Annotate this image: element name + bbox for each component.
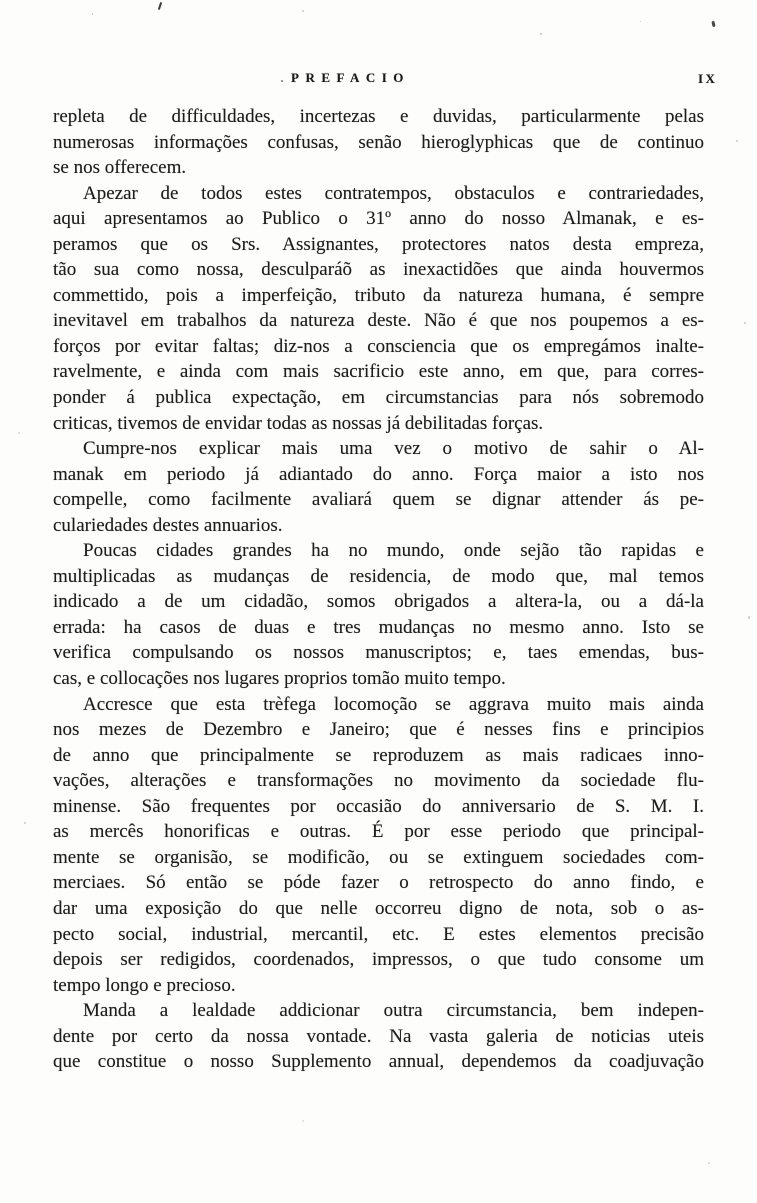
scan-speckle	[281, 80, 283, 82]
scan-speckle	[711, 21, 715, 27]
text-line: verifica compulsando os nossos manuscriptos; e, taes emendas, bus-	[53, 642, 704, 664]
text-line: peramos que os Srs. Assignantes, protectores natos desta empreza,	[53, 233, 704, 255]
text-line: que constitue o nosso Supplemento annual, dependemos da coadjuvação	[53, 1051, 704, 1073]
paragraph	[53, 538, 704, 691]
scan-speckle	[708, 1162, 710, 1164]
text-line: de anno que principalmente se reproduzem as mais radicaes inno-	[53, 744, 704, 766]
scan-speckle	[18, 432, 20, 434]
scan-speckle	[748, 616, 750, 619]
paragraph	[53, 998, 704, 1075]
scan-speckle	[92, 13, 93, 15]
text-line: Manda a lealdade addicionar outra circumstancia, bem indepen-	[83, 1000, 704, 1022]
text-line: Poucas cidades grandes ha no mundo, onde sejão tão rapidas e	[83, 540, 704, 562]
text-line: Cumpre-nos explicar mais uma vez o motivo de sahir o Al-	[83, 438, 704, 460]
text-line: as mercês honorificas e outras. É por esse periodo que principal-	[53, 821, 704, 843]
text-line: commettido, pois a imperfeição, tributo da natureza humana, é sempre	[53, 284, 704, 306]
text-line: aqui apresentamos ao Publico o 31º anno do nosso Almanak, e es-	[53, 208, 704, 230]
scan-speckle	[736, 140, 738, 142]
scan-speckle	[158, 2, 162, 10]
text-line: cas, e collocações nos lugares proprios tomão muito tempo.	[53, 668, 506, 690]
text-line: Apezar de todos estes contratempos, obstaculos e contrariedades,	[83, 182, 704, 204]
text-line: multiplicadas as mudanças de residencia, de modo que, mal temos	[53, 565, 704, 587]
scan-speckle	[640, 21, 641, 22]
text-line: Accresce que esta trèfega locomoção se aggrava muito mais ainda	[83, 693, 704, 715]
text-line: indicado a de um cidadão, somos obrigados a altera-la, ou a dá-la	[53, 591, 704, 613]
text-line: manak em periodo já adiantado do anno. Força maior a isto nos	[53, 463, 704, 485]
text-line: merciaes. Só então se póde fazer o retrospecto do anno findo, e	[53, 872, 704, 894]
text-line: dar uma exposição do que nelle occorreu digno de nota, sob o as-	[53, 897, 704, 919]
text-line: se nos offerecem.	[53, 157, 187, 179]
text-line: vações, alterações e transformações no movimento da sociedade flu-	[53, 770, 704, 792]
text-line: culariedades destes annuarios.	[53, 514, 283, 536]
body-text	[53, 104, 704, 1075]
scan-speckle	[302, 10, 304, 12]
text-line: ponder á publica expectação, em circumstancias para nós sobremodo	[53, 387, 704, 409]
scan-speckle	[302, 1120, 304, 1122]
text-line: mente se organisão, se modificão, ou se extinguem sociedades com-	[53, 846, 704, 868]
page-number: IX	[698, 71, 718, 86]
page-title: PREFACIO	[291, 70, 410, 85]
text-line: criticas, tivemos de envidar todas as nossas já debilitadas forças.	[53, 412, 544, 434]
text-line: inevitavel em trabalhos da natureza deste. Não é que nos poupemos a es-	[53, 310, 704, 332]
text-line: nos mezes de Dezembro e Janeiro; que é nesses fins e principios	[53, 719, 704, 741]
scan-speckle	[744, 322, 746, 324]
text-line: forços por evitar faltas; diz-nos a consciencia que os empregámos inalte-	[53, 335, 704, 357]
scan-speckle	[24, 822, 26, 824]
text-line: repleta de difficuldades, incertezas e duvidas, particularmente pelas	[53, 106, 704, 127]
text-line: depois ser redigidos, coordenados, impressos, o que tudo consome um	[53, 949, 704, 971]
paragraph	[53, 181, 704, 436]
text-line: ravelmente, e ainda com mais sacrificio este anno, em que, para corres-	[53, 361, 704, 383]
text-line: numerosas informações confusas, senão hieroglyphicas que de continuo	[53, 131, 704, 153]
paragraph	[53, 436, 704, 538]
text-line: tão sua como nossa, desculparáõ as inexactidões que ainda houvermos	[53, 259, 704, 281]
text-line: tempo longo e precioso.	[53, 974, 236, 996]
paragraph	[53, 104, 704, 181]
text-line: compelle, como facilmente avaliará quem se dignar attender ás pe-	[53, 489, 704, 511]
text-line: dente por certo da nossa vontade. Na vasta galeria de noticias uteis	[53, 1025, 704, 1047]
text-line: minense. São frequentes por occasião do anniversario de S. M. I.	[53, 795, 704, 817]
paragraph	[53, 692, 704, 999]
scan-speckle	[540, 33, 542, 35]
text-line: errada: ha casos de duas e tres mudanças no mesmo anno. Isto se	[53, 616, 704, 638]
text-line: pecto social, industrial, mercantil, etc. E estes elementos precisão	[53, 923, 704, 945]
